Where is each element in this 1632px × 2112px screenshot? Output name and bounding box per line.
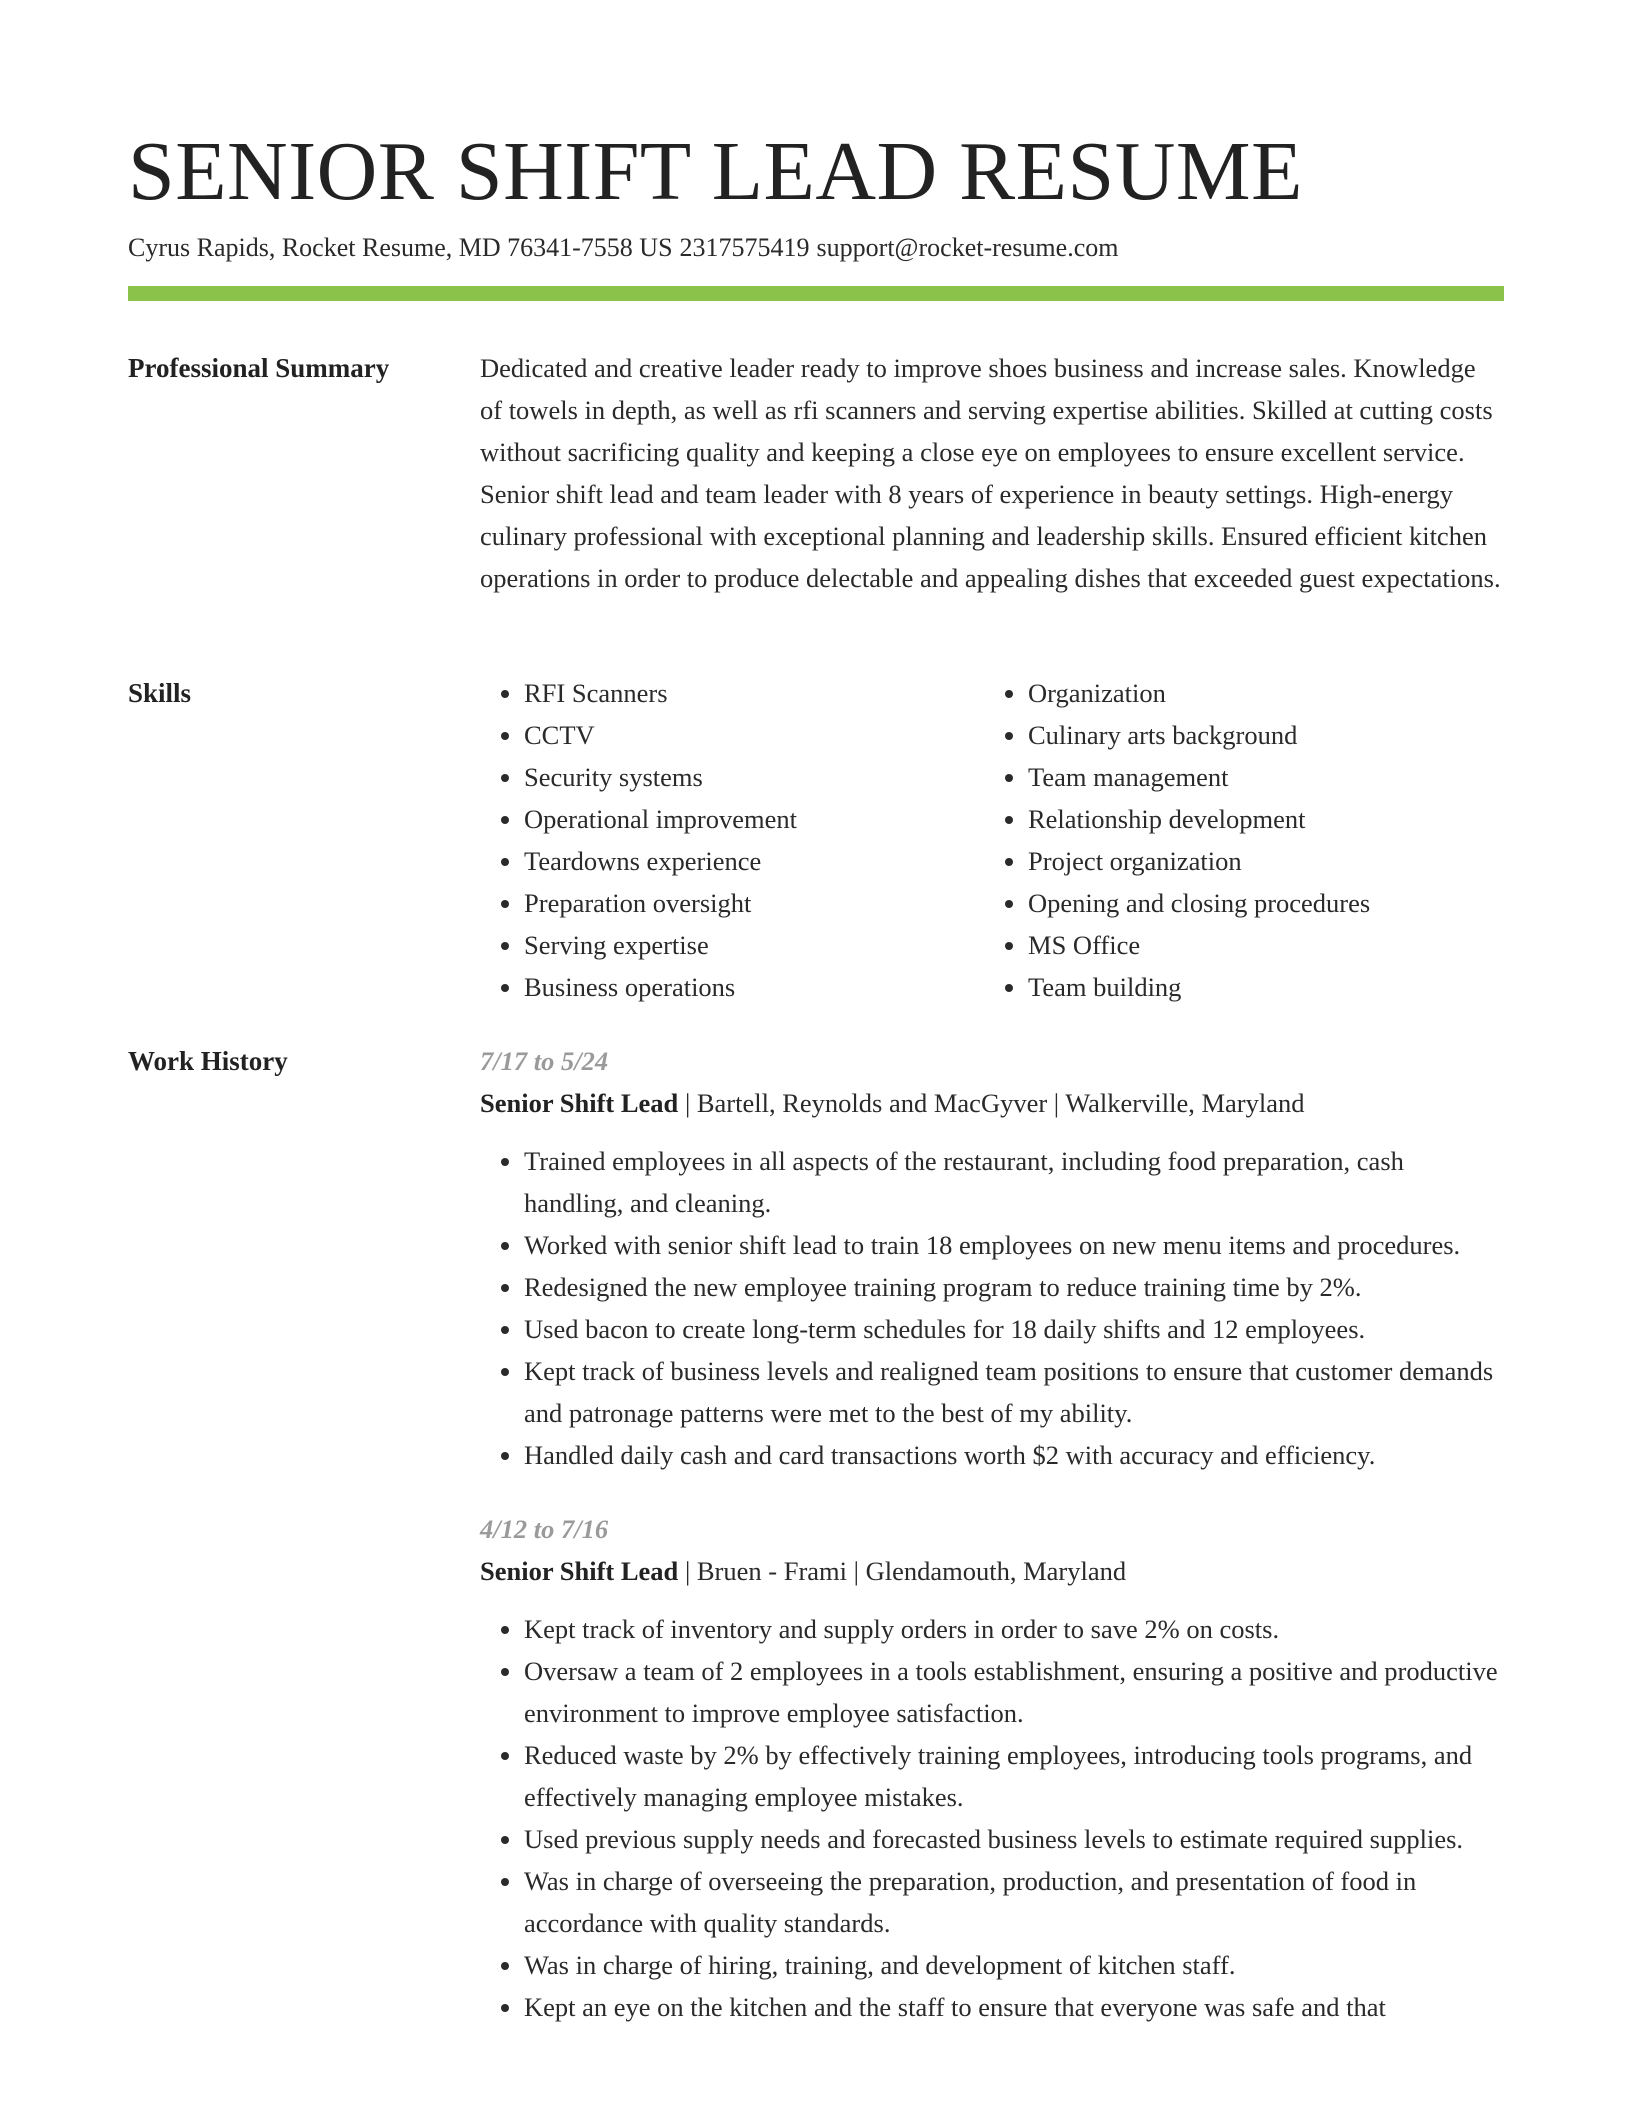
job-bullet: • Kept track of business levels and realigned team positions to ensure that customer demands and patronage patterns were met to the best of my ability.	[524, 1350, 1504, 1434]
job-bullet: • Used previous supply needs and forecasted business levels to estimate required supplies.	[524, 1818, 1504, 1860]
job-bullet: • Was in charge of overseeing the preparation, production, and presentation of food in accordance with quality standards.	[524, 1860, 1504, 1944]
skill-item: • Project organization	[1028, 840, 1488, 882]
summary-heading: Professional Summary	[128, 353, 390, 383]
skill-item: • Organization	[1028, 672, 1488, 714]
job-dates: 7/17 to 5/24	[480, 1046, 609, 1076]
skills-list-right	[984, 672, 1488, 1008]
skill-item: • Opening and closing procedures	[1028, 882, 1488, 924]
skill-item: • Culinary arts background	[1028, 714, 1488, 756]
skill-item: • MS Office	[1028, 924, 1488, 966]
contact-email: support@rocket-resume.com	[816, 233, 1119, 262]
work-body	[480, 1040, 1504, 2028]
summary-body	[480, 347, 1504, 599]
skill-item: • Team building	[1028, 966, 1488, 1008]
job-bullet: • Redesigned the new employee training program to reduce training time by 2%.	[524, 1266, 1504, 1308]
job-location: Walkerville, Maryland	[1065, 1088, 1305, 1118]
skills-heading: Skills	[128, 678, 192, 708]
job-company: Bruen - Frami	[696, 1556, 848, 1586]
skill-item: • Operational improvement	[524, 798, 984, 840]
job-bullet: • Used bacon to create long-term schedules for 18 daily shifts and 12 employees.	[524, 1308, 1504, 1350]
contact-phone: 2317575419	[679, 233, 810, 262]
skill-item: • Teardowns experience	[524, 840, 984, 882]
contact-address: Cyrus Rapids, Rocket Resume, MD 76341-7558 US	[128, 233, 673, 262]
job-entry	[480, 1040, 1504, 1476]
header-divider	[128, 286, 1504, 301]
skill-item: • Business operations	[524, 966, 984, 1008]
skill-item: • RFI Scanners	[524, 672, 984, 714]
job-header: Senior Shift Lead | Bruen - Frami | Glendamouth, Maryland	[480, 1556, 1127, 1586]
skill-item: • Preparation oversight	[524, 882, 984, 924]
job-bullet: • Handled daily cash and card transactions worth $2 with accuracy and efficiency.	[524, 1434, 1504, 1476]
job-bullet: • Kept track of inventory and supply orders in order to save 2% on costs.	[524, 1608, 1504, 1650]
job-location: Glendamouth, Maryland	[865, 1556, 1127, 1586]
job-company: Bartell, Reynolds and MacGyver	[696, 1088, 1048, 1118]
skills-body	[480, 672, 1504, 1008]
job-bullet: • Kept an eye on the kitchen and the staff to ensure that everyone was safe and that	[524, 1986, 1504, 2028]
job-dates: 4/12 to 7/16	[480, 1514, 609, 1544]
job-bullet-list	[480, 1608, 1504, 2028]
job-bullet: • Oversaw a team of 2 employees in a tools establishment, ensuring a positive and productive environment to improve employee satisfaction.	[524, 1650, 1504, 1734]
skill-item: • CCTV	[524, 714, 984, 756]
job-bullet: • Trained employees in all aspects of the restaurant, including food preparation, cash handling, and cleaning.	[524, 1140, 1504, 1224]
resume-title: SENIOR SHIFT LEAD RESUME	[128, 125, 1303, 218]
summary-text: Dedicated and creative leader ready to improve shoes business and increase sales. Knowledge of towels in depth, as well as rfi scanners and serving expertise abilities. Skilled at cutting costs without sacrificing quality and keeping a close eye on employees to ensure excellent service. Senior shift lead and team leader with 8 years of experience in beauty settings. High-energy culinary professional with exceptional planning and leadership skills. Ensured efficient kitchen operations in order to produce delectable and appealing dishes that exceeded guest expectations.	[480, 353, 1501, 593]
skill-item: • Team management	[1028, 756, 1488, 798]
job-bullet: • Worked with senior shift lead to train 18 employees on new menu items and procedures.	[524, 1224, 1504, 1266]
skill-item: • Security systems	[524, 756, 984, 798]
work-heading: Work History	[128, 1046, 288, 1076]
skill-item: • Relationship development	[1028, 798, 1488, 840]
skills-list-left	[480, 672, 984, 1008]
contact-line	[128, 230, 1118, 266]
job-entry	[480, 1508, 1504, 2028]
job-header: Senior Shift Lead | Bartell, Reynolds and MacGyver | Walkerville, Maryland	[480, 1088, 1305, 1118]
job-title: Senior Shift Lead	[480, 1088, 679, 1118]
job-bullet-list	[480, 1140, 1504, 1476]
skill-item: • Serving expertise	[524, 924, 984, 966]
job-title: Senior Shift Lead	[480, 1556, 679, 1586]
job-bullet: • Reduced waste by 2% by effectively training employees, introducing tools programs, and effectively managing employee mistakes.	[524, 1734, 1504, 1818]
job-bullet: • Was in charge of hiring, training, and development of kitchen staff.	[524, 1944, 1504, 1986]
